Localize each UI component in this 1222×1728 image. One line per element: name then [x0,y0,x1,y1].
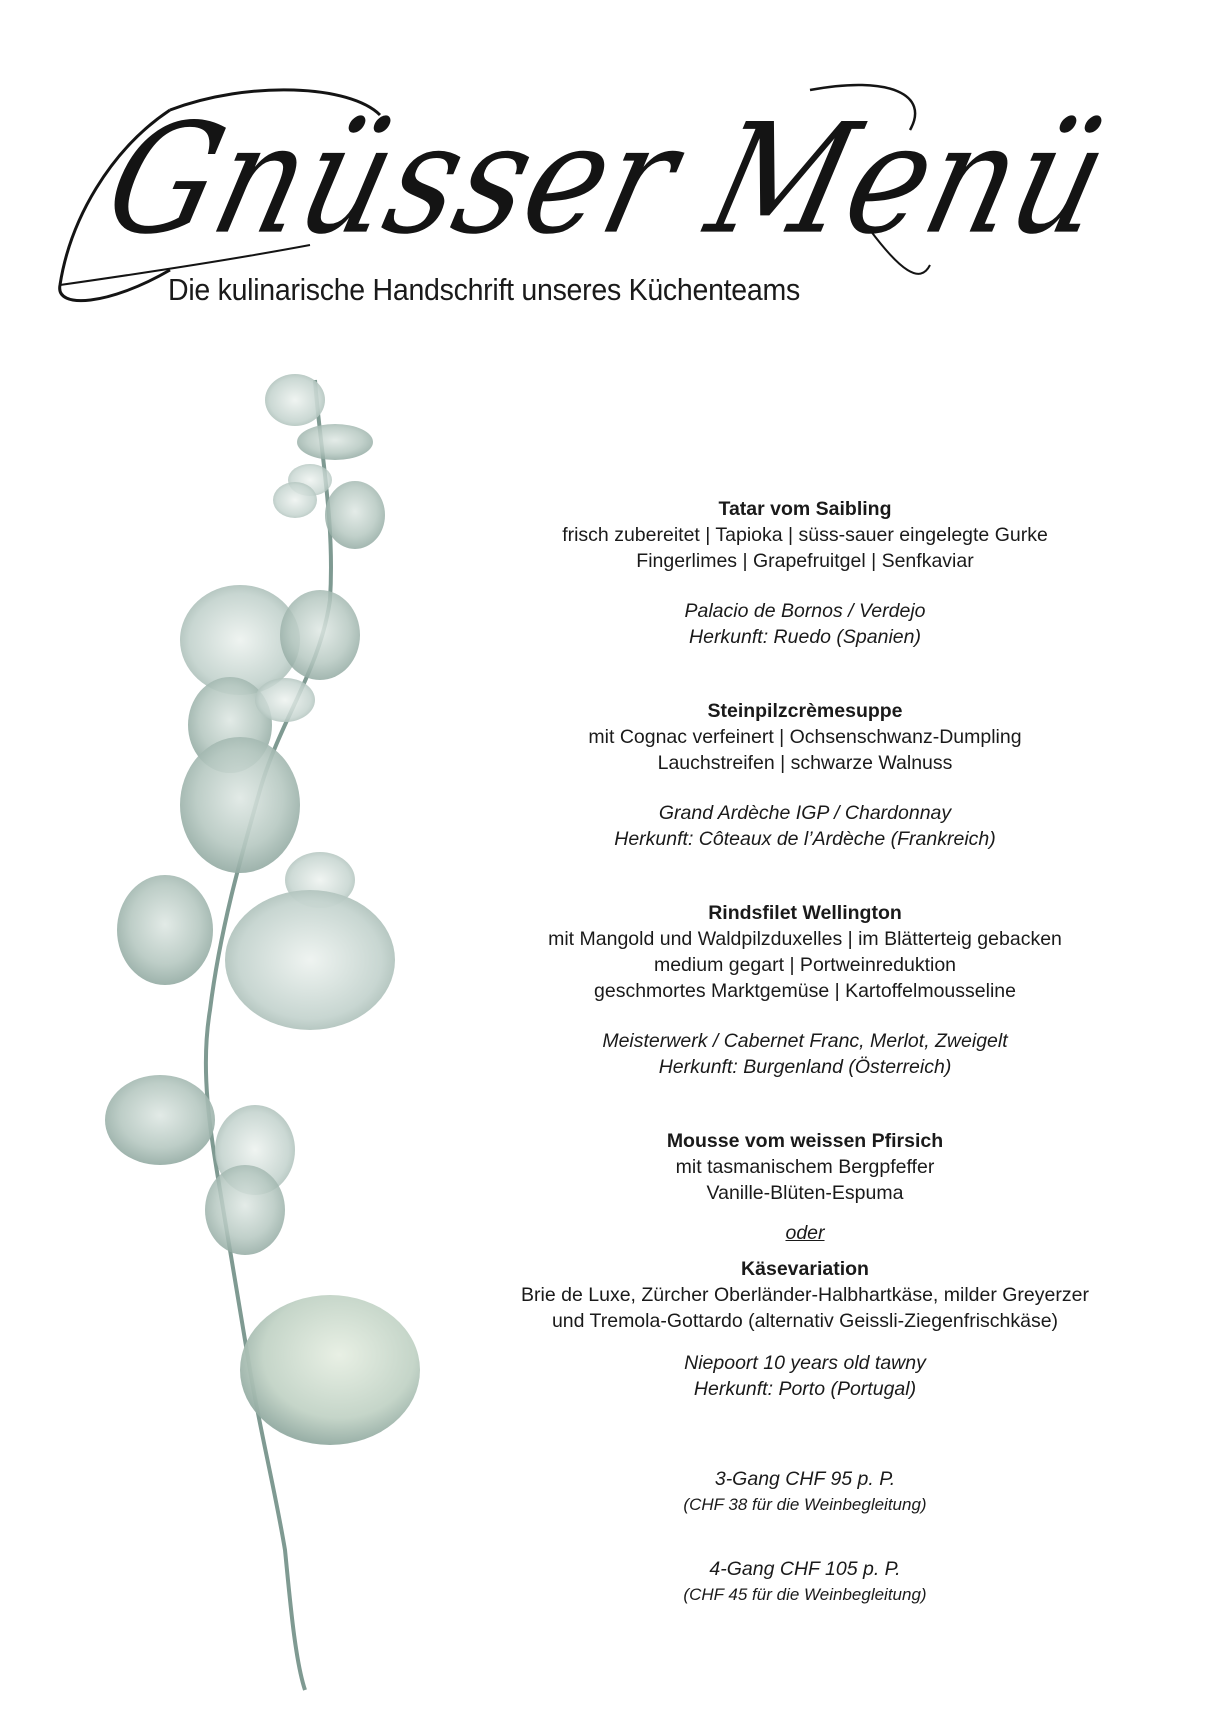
course-description: und Tremola-Gottardo (alternativ Geissli-Ziegenfrischkäse) [551,1310,1059,1332]
course-title: Mousse vom weissen Pfirsich [666,1130,944,1152]
wine-pairing [520,1350,1090,1402]
price-4-gang [520,1556,1090,1608]
wine-pairing [520,1028,1090,1080]
wine-origin: Herkunft: Côteaux de l’Ardèche (Frankreich) [614,828,996,850]
course-description: mit Cognac verfeinert | Ochsenschwanz-Dumpling [588,726,1022,748]
menu-subtitle: Die kulinarische Handschrift unseres Küchenteams [168,272,800,307]
course-3 [520,900,1090,1080]
price-label: 3-Gang CHF 95 p. P. [714,1468,896,1490]
price-label: 4-Gang CHF 105 p. P. [709,1558,901,1580]
course-description: Brie de Luxe, Zürcher Oberländer-Halbhartkäse, milder Greyerzer [521,1284,1089,1306]
wine-pairing [520,800,1090,852]
course-description: medium gegart | Portweinreduktion [653,954,957,976]
menu-title: Gnüsser Menü [90,91,1125,269]
wine-origin: Herkunft: Ruedo (Spanien) [689,626,921,648]
alternative-separator: oder [785,1222,825,1244]
course-2 [520,698,1090,852]
course-title: Tatar vom Saibling [718,498,892,520]
course-description: Lauchstreifen | schwarze Walnuss [657,752,953,774]
course-title: Steinpilzcrèmesuppe [707,700,903,722]
wine-name: Meisterwerk / Cabernet Franc, Merlot, Zweigelt [602,1030,1008,1052]
wine-pairing [520,598,1090,650]
course-description: Vanille-Blüten-Espuma [706,1182,904,1204]
course-description: mit Mangold und Waldpilzduxelles | im Blätterteig gebacken [548,928,1062,950]
eucalyptus-branch-icon [90,370,490,1700]
price-note: (CHF 45 für die Weinbegleitung) [683,1585,927,1604]
price-3-gang [520,1466,1090,1518]
wine-name: Niepoort 10 years old tawny [684,1352,926,1374]
course-description: geschmortes Marktgemüse | Kartoffelmousseline [594,980,1016,1002]
alt-course-title: Käsevariation [741,1258,869,1280]
wine-name: Grand Ardèche IGP / Chardonnay [658,802,952,824]
wine-name: Palacio de Bornos / Verdejo [684,600,926,622]
course-description: Fingerlimes | Grapefruitgel | Senfkaviar [636,550,974,572]
course-1 [520,496,1090,650]
menu-content [520,496,1090,1608]
course-4-dessert [520,1128,1090,1402]
wine-origin: Herkunft: Burgenland (Österreich) [658,1056,952,1078]
course-description: mit tasmanischem Bergpfeffer [675,1156,935,1178]
course-description: frisch zubereitet | Tapioka | süss-sauer eingelegte Gurke [562,524,1048,546]
price-note: (CHF 38 für die Weinbegleitung) [683,1495,927,1514]
course-title: Rindsfilet Wellington [708,902,902,924]
wine-origin: Herkunft: Porto (Portugal) [693,1378,917,1400]
